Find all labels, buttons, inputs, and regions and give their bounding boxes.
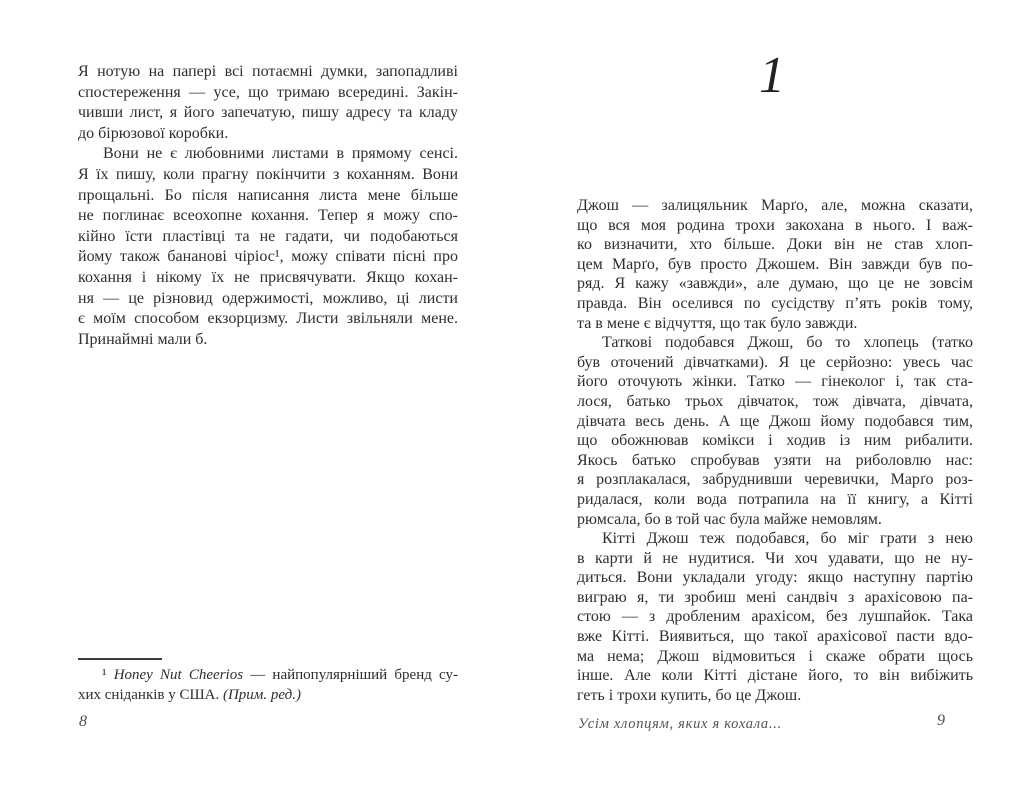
left-page-text — [78, 62, 458, 350]
footnote-text-segment: хих сніданків у США. — [78, 686, 223, 703]
text-line: стою — з дробленим арахісом, без лушпайок. Така — [577, 608, 973, 626]
footnote-text — [78, 666, 458, 705]
text-line: правда. Він оселився по сусідству п’ять років тому, — [577, 294, 973, 312]
text-line: я розплакалася, забруднивши черевички, Марґо роз- — [577, 471, 973, 489]
footnote-line — [78, 666, 458, 686]
text-line: Кітті Джош теж подобався, бо міг грати з нею — [602, 530, 973, 548]
text-line: є моїм способом екзорцизму. Листи звільняли мене. — [78, 310, 458, 328]
text-line: виграю я, ти зробиш мені сандвіч з арахісовою па- — [577, 588, 973, 606]
text-line: рюмсала, бо в той час була майже немовлям. — [577, 510, 882, 528]
footnote-text-segment: — найпопулярніший бренд су- — [243, 667, 458, 683]
text-line: не поглинає всеохопне кохання. Тепер я можу спо- — [78, 207, 458, 225]
text-line: його оточують жінки. Татко — гінеколог і, так ста- — [577, 373, 973, 391]
text-line: Принаймні мали б. — [78, 330, 208, 348]
text-line: прощальні. Бо після написання листа мене більше — [78, 186, 458, 204]
text-line: ма нема; Джош відмовиться і скаже обрати щось — [577, 647, 973, 665]
text-line: дівчата весь день. А ще Джош йому подобався тим, — [577, 412, 973, 430]
text-line: лося, батько трьох дівчаток, тож дівчата, дівчата, — [577, 392, 973, 410]
running-title: Усім хлопцям, яких я кохала... — [578, 716, 782, 732]
text-line: диться. Вони укладали угоду: якщо наступну партію — [577, 569, 973, 587]
footnote — [78, 658, 458, 705]
text-line: ридалася, коли вода потрапила на її книгу, а Кітті — [577, 490, 973, 508]
footnote-separator-rule — [78, 658, 162, 660]
text-line: ня — це різновид одержимості, можливо, ці листи — [78, 289, 458, 307]
text-line: Якось батько спробував узяти на риболовлю нас: — [577, 451, 973, 469]
text-line: що обожнював комікси і ходив із ним рибалити. — [577, 432, 973, 450]
text-line: що вся моя родина трохи закохана в нього. І важ- — [577, 216, 973, 234]
footnote-text-segment: ¹ — [102, 667, 114, 683]
text-line: Джош — залицяльник Марґо, але, можна сказати, — [577, 197, 973, 214]
chapter-number: 1 — [759, 47, 785, 104]
page-number-left: 8 — [79, 713, 87, 730]
text-line: йому також бананові чіріос¹, можу співати пісні про — [78, 248, 458, 266]
page-number-right: 9 — [937, 712, 945, 729]
text-line: до бірюзової коробки. — [78, 124, 229, 142]
text-line: в карти й не нудитися. Чи хоч удавати, що не ну- — [577, 549, 973, 567]
text-line: цем Марґо, був просто Джошем. Він завжди був по- — [577, 255, 973, 273]
text-line: та в мене є відчуття, що так було завжди. — [577, 314, 858, 332]
text-line: спостереження — усе, що тримаю всередині. Закін- — [78, 83, 458, 101]
text-line: Таткові подобався Джош, бо то хлопець (татко — [602, 334, 973, 352]
text-line: Вони не є любовними листами в прямому сенсі. — [103, 145, 458, 163]
footnote-line — [78, 686, 458, 706]
footnote-italic-text: (Прим. ред.) — [222, 686, 301, 703]
text-line: кійно їсти пластівці та не гадати, чи подобаються — [78, 227, 458, 245]
right-page-text — [577, 196, 973, 705]
text-line: вже Кітті. Виявиться, що такої арахісової пасти вдо- — [577, 628, 973, 646]
text-line: чивши лист, я його запечатую, пишу адресу та кладу — [78, 104, 458, 122]
text-line: Я їх пишу, коли прагну покінчити з коханням. Вони — [78, 165, 458, 183]
text-line: був оточений дівчатками). Я це серйозно: увесь час — [577, 353, 973, 371]
text-line: кохання і нікому їх не присвячувати. Якщо кохан- — [78, 268, 458, 286]
text-line: ко визначити, хто більше. Доки він не став хлоп- — [577, 236, 973, 254]
footnote-italic-text: Honey Nut Cheerios — [113, 667, 244, 683]
text-line: інше. Але коли Кітті дістане його, то він вибіжить — [577, 667, 973, 685]
text-line: геть і трохи купить, бо це Джош. — [577, 686, 802, 704]
text-line: ряд. Я кажу «завжди», але думаю, що це не зовсім — [577, 275, 973, 293]
right-page — [512, 0, 1024, 788]
text-line: Я нотую на папері всі потаємні думки, запопадливі — [78, 63, 458, 80]
